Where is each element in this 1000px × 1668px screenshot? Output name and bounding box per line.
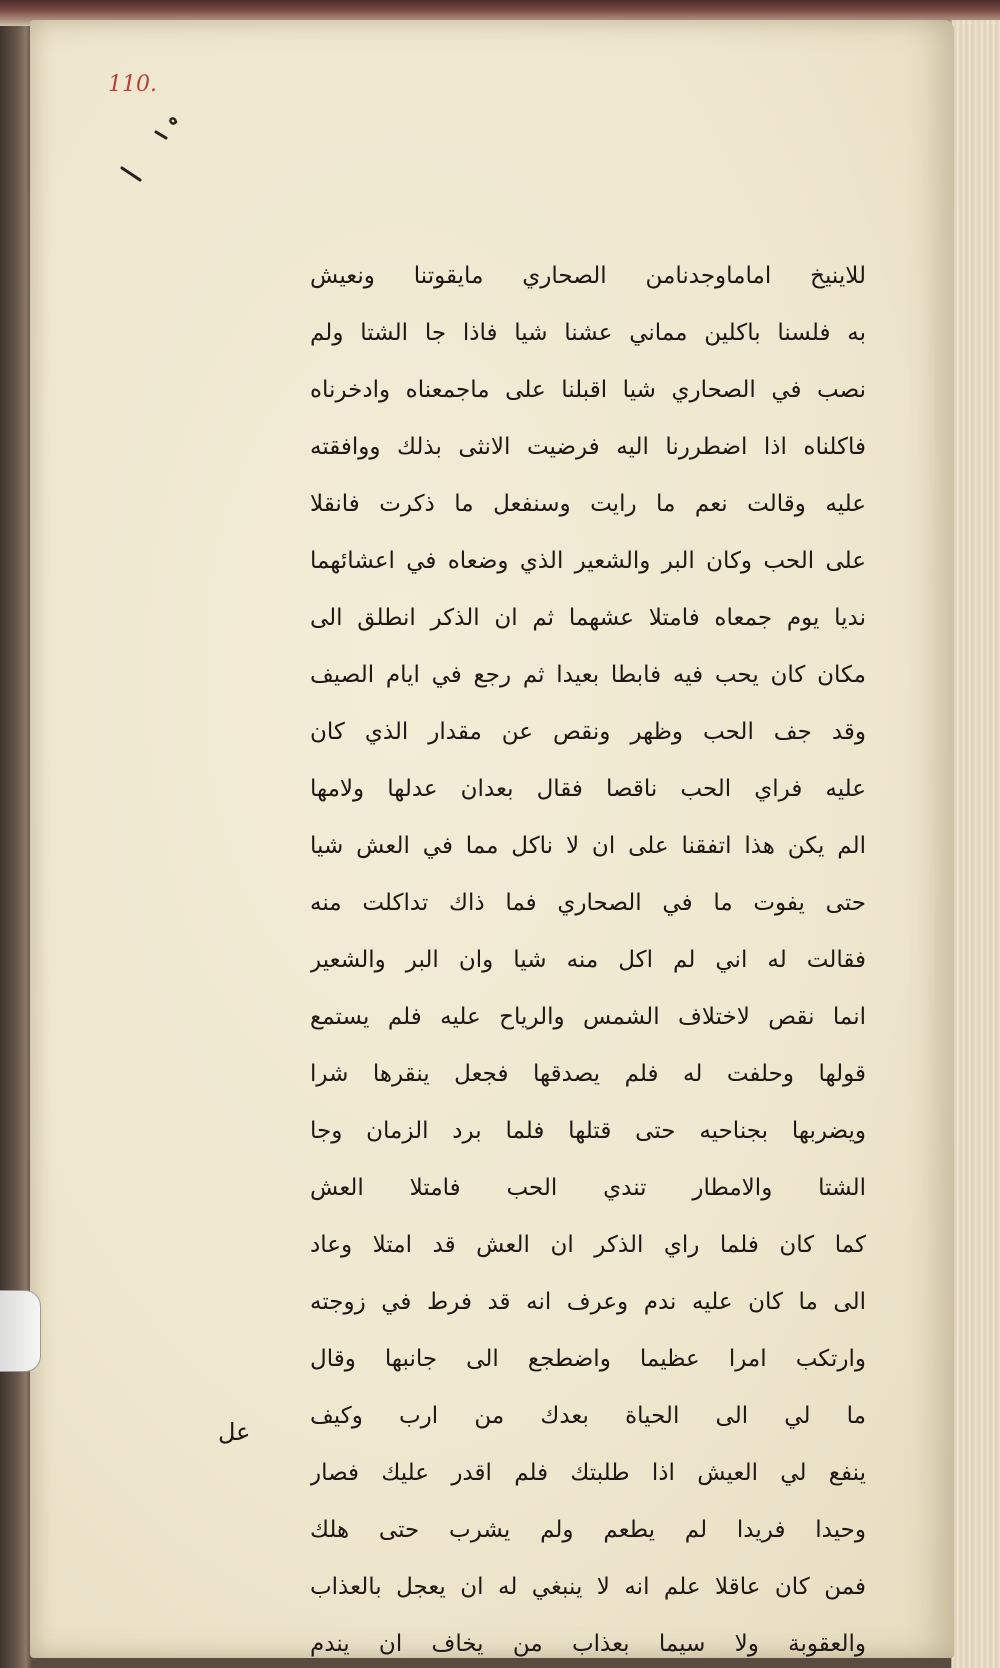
pen-mark-icon: [118, 112, 188, 192]
text-line: عليه وقالت نعم ما رايت وسنفعل ما ذكرت فانقلا: [310, 491, 866, 517]
text-line: الى ما كان عليه ندم وعرف انه قد فرط في زوجته: [310, 1289, 866, 1315]
text-line: ينفع لي العيش اذا طلبتك فلم اقدر عليك فصار: [310, 1460, 866, 1486]
catchword: عل: [218, 1418, 251, 1446]
text-line: كما كان فلما راي الذكر ان العش قد امتلا وعاد: [310, 1232, 866, 1258]
text-line: ويضربها بجناحيه حتى قتلها فلما برد الزمان وجا: [310, 1118, 866, 1144]
text-line: حتى يفوت ما في الصحاري فما ذاك تداكلت منه: [310, 890, 866, 916]
text-line: وارتكب امرا عظيما واضطجع الى جانبها وقال: [310, 1346, 866, 1372]
text-line: ما لي الى الحياة بعدك من ارب وكيف: [310, 1403, 866, 1429]
text-line: على الحب وكان البر والشعير الذي وضعاه في اعشائهما: [310, 548, 866, 574]
text-line: به فلسنا باكلين مماني عشنا شيا فاذا جا الشتا ولم: [310, 320, 866, 346]
text-line: مكان كان يحب فيه فابطا بعيدا ثم رجع في ايام الصيف: [310, 662, 866, 688]
text-line: فقالت له اني لم اكل منه شيا وان البر والشعير: [310, 947, 866, 973]
text-line: قولها وحلفت له فلم يصدقها فجعل ينقرها شرا: [310, 1061, 866, 1087]
manuscript-text-block: [310, 248, 866, 1668]
text-line: وحيدا فريدا لم يطعم ولم يشرب حتى هلك: [310, 1517, 866, 1543]
text-line: للاينيخ اماماوجدنامن الصحاري مايقوتنا ونعيش: [310, 263, 866, 289]
text-line: فمن كان عاقلا علم انه لا ينبغي له ان يعجل بالعذاب: [310, 1574, 866, 1600]
text-line: انما نقص لاختلاف الشمس والرياح عليه فلم يستمع: [310, 1004, 866, 1030]
text-line: نديا يوم جمعاه فامتلا عشهما ثم ان الذكر انطلق الى: [310, 605, 866, 631]
text-line: عليه فراي الحب ناقصا فقال بعدان عدلها ولامها: [310, 776, 866, 802]
text-line: الشتا والامطار تندي الحب فامتلا العش: [310, 1175, 866, 1201]
text-line: والعقوبة ولا سيما بعذاب من يخاف ان يندم: [310, 1631, 866, 1657]
text-line: وقد جف الحب وظهر ونقص عن مقدار الذي كان: [310, 719, 866, 745]
text-line: نصب في الصحاري شيا اقبلنا على ماجمعناه وادخرناه: [310, 377, 866, 403]
text-line: الم يكن هذا اتفقنا على ان لا ناكل مما في العش شيا: [310, 833, 866, 859]
text-line: فاكلناه اذا اضطررنا اليه فرضيت الانثى بذلك ووافقته: [310, 434, 866, 460]
page-stack-edge: [951, 20, 1000, 1668]
folio-number: 110.: [108, 72, 157, 97]
paper-clip-mark: [0, 1290, 41, 1372]
